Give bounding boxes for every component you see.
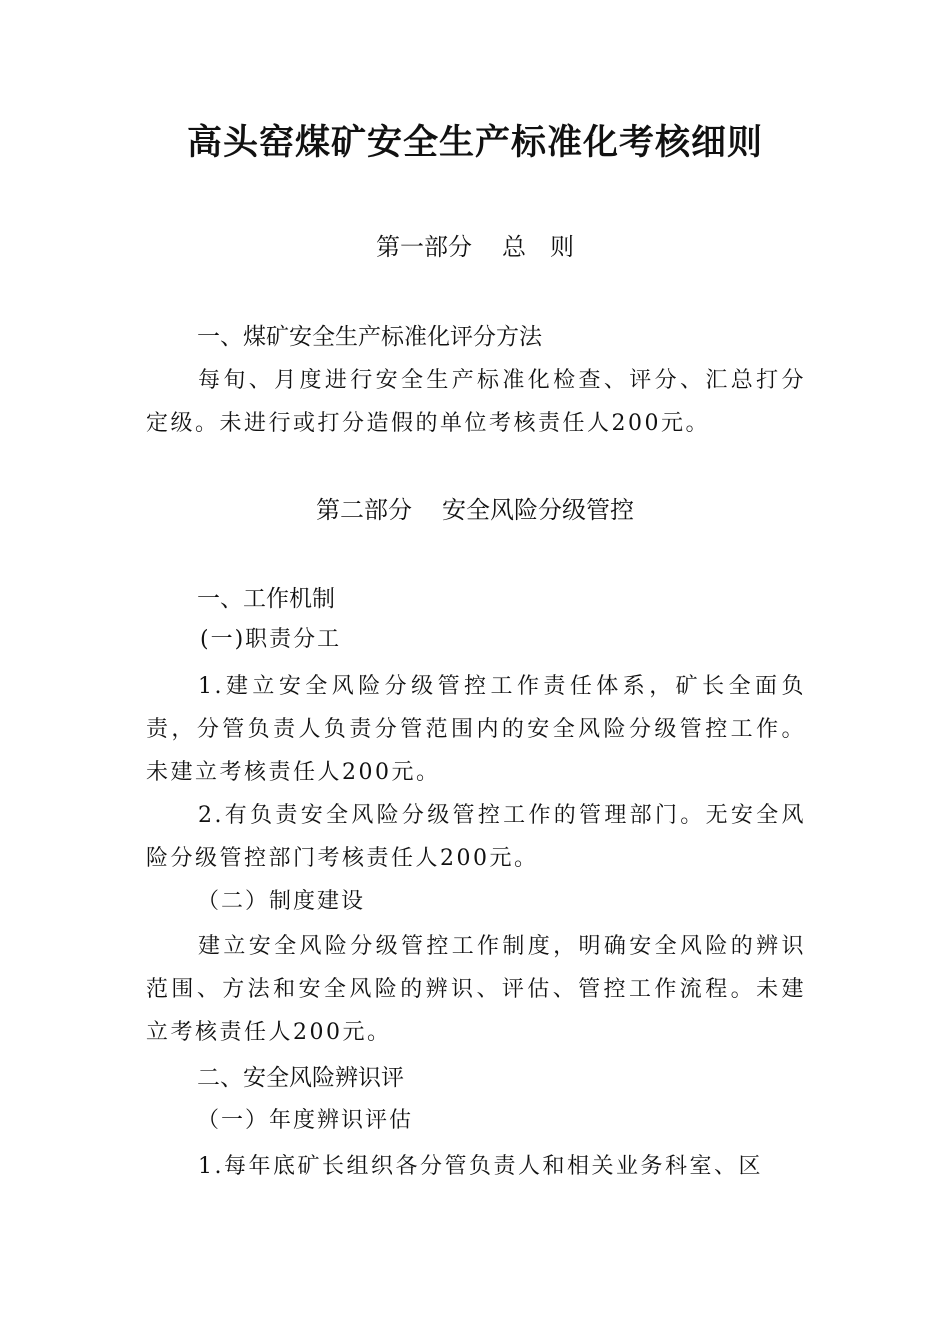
section-heading-work-mechanism: 一、工作机制: [197, 586, 335, 612]
document-title: 高头窑煤矿安全生产标准化考核细则: [186, 122, 763, 163]
section-heading-scoring-method: 一、煤矿安全生产标准化评分方法: [197, 324, 542, 350]
paragraph-system-building: 建立安全风险分级管控工作制度，明确安全风险的辨识范围、方法和安全风险的辨识、评估、管控工作流程。未建立考核责任人200元。: [146, 934, 806, 1045]
sub-heading-system-building: （二）制度建设: [197, 889, 366, 914]
list-item-1: 1.建立安全风险分级管控工作责任体系，矿长全面负责，分管负责人负责分管范围内的安全风险分级管控工作。未建立考核责任人200元。: [146, 674, 806, 785]
part-label: 第一部分: [376, 233, 472, 261]
part-label: 第二部分: [316, 496, 412, 524]
part-heading-2: [0, 493, 950, 527]
part-heading-1: [0, 230, 950, 264]
list-item-annual-1: 1.每年底矿长组织各分管负责人和相关业务科室、区: [198, 1154, 763, 1179]
list-item-2: 2.有负责安全风险分级管控工作的管理部门。无安全风险分级管控部门考核责任人200元。: [146, 803, 806, 871]
section-heading-risk-identification: 二、安全风险辨识评: [197, 1065, 404, 1091]
part-name: 安全风险分级管控: [442, 496, 634, 524]
paragraph-scoring-method: 每旬、月度进行安全生产标准化检查、评分、汇总打分定级。未进行或打分造假的单位考核责任人200元。: [146, 368, 806, 436]
sub-heading-responsibilities: (一)职责分工: [200, 627, 342, 652]
part-name: 总 则: [502, 233, 574, 261]
sub-heading-annual-assessment: （一）年度辨识评估: [197, 1108, 414, 1133]
